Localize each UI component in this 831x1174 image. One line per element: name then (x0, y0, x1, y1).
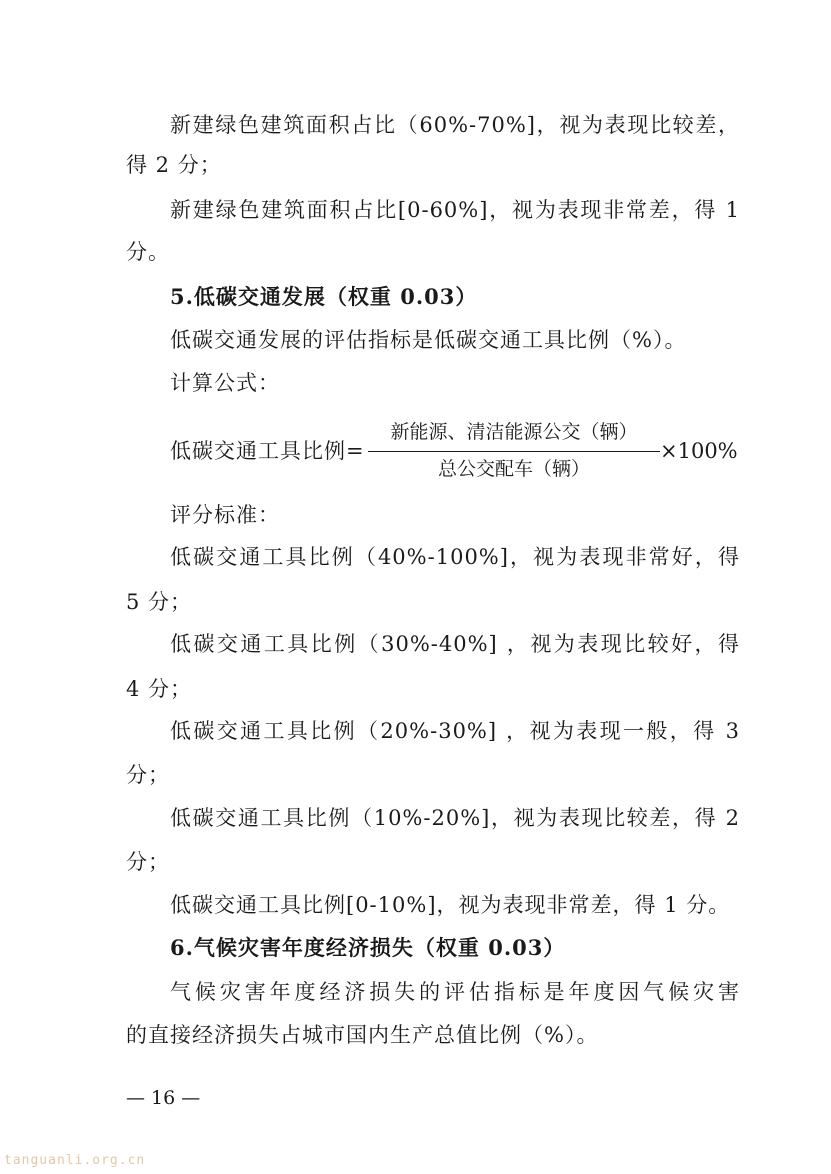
formula-suffix: ×100% (660, 439, 738, 463)
paragraph-line: 新建绿色建筑面积占比（60%-70%]，视为表现比较差， (170, 113, 740, 137)
paragraph-line: 低碳交通工具比例（30%-40%] ，视为表现比较好，得 (170, 632, 740, 656)
paragraph-line: 低碳交通工具比例[0-10%]，视为表现非常差，得 1 分。 (170, 893, 731, 917)
formula-numerator: 新能源、清洁能源公交（辆） (390, 421, 638, 443)
watermark: tanguanli.org.cn (4, 1153, 146, 1168)
paragraph-line: 分。 (126, 240, 170, 264)
paragraph-line: 低碳交通工具比例（40%-100%]，视为表现非常好，得 (170, 545, 740, 569)
section-heading: 6.气候灾害年度经济损失（权重 0.03） (170, 935, 566, 960)
paragraph-line: 分； (126, 763, 170, 787)
paragraph-line: 新建绿色建筑面积占比[0-60%]，视为表现非常差，得 1 (170, 198, 740, 222)
formula-label: 低碳交通工具比例= (170, 439, 365, 463)
formula-denominator: 总公交配车（辆） (437, 458, 590, 480)
paragraph-line: 5 分； (126, 590, 193, 614)
paragraph-line: 低碳交通工具比例（20%-30%] ，视为表现一般，得 3 (170, 719, 740, 743)
paragraph-line: 评分标准： (170, 503, 280, 527)
paragraph-line: 得 2 分； (126, 153, 222, 177)
paragraph-line: 4 分； (126, 677, 193, 701)
paragraph-line: 分； (126, 850, 170, 874)
fraction-bar (368, 451, 660, 452)
page-number: — 16 — (126, 1087, 201, 1109)
paragraph-line: 气候灾害年度经济损失的评估指标是年度因气候灾害 (170, 980, 740, 1004)
formula (170, 418, 738, 488)
paragraph-line: 低碳交通发展的评估指标是低碳交通工具比例（%）。 (170, 328, 687, 352)
paragraph-line: 的直接经济损失占城市国内生产总值比例（%）。 (126, 1023, 599, 1047)
paragraph-line: 计算公式： (170, 371, 280, 395)
section-heading: 5.低碳交通发展（权重 0.03） (170, 284, 478, 309)
paragraph-line: 低碳交通工具比例（10%-20%]，视为表现比较差，得 2 (170, 806, 740, 830)
